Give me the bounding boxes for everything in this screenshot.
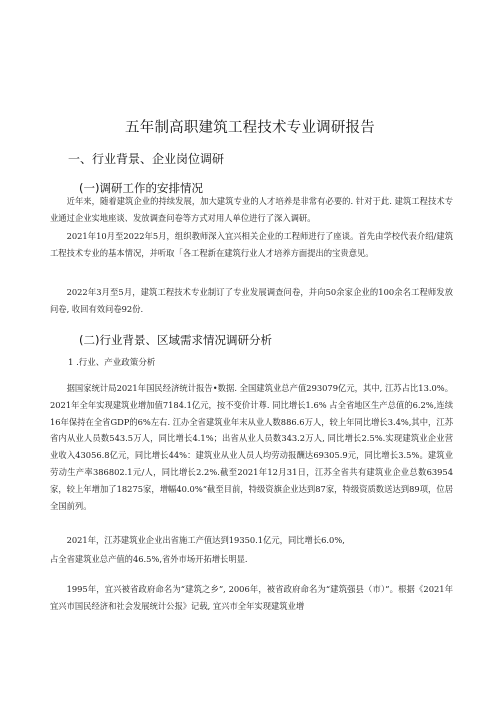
section-heading-industry-background: 一、行业背景、企业岗位调研 [68,152,225,166]
paragraph-statistics: 据国家统计局2021年国民经济统计报告•数据. 全国建筑业总产值293079亿元，其中, 江苏占比13.0%。2021年全年实现建筑业增加值7184.1亿元，按不变价计尊. 同比增长1.6% 占全省地区生产总值的6.2%,连续16年保持在全省GDP的6%左右. 江办全省建筑业年末从业人数886.6万人，较上年同比增长3.4%,其中，江苏省内从业人员数543.5万人，同比增长4.1%；出省从业人员数343.2万人, 同比增长2.5%.实现建筑业企业营业收入43056.8亿元，同比增长44%：建筑业从业人员人均劳动报酬达69305.9元，同比增长3.5%。建筑业劳动生产率386802.1元/人，同比增长2.2%.截至2021年12月31日，江苏全省共有建筑业企业总数63954家，较上年增加了18275家，增幅40.0%“截至目前，特级资旗企业达到87家，特级资质数送达到89项，位居全国前列。 [50,383,453,511]
paragraph-yixing: 1995年，宜兴被省政府命名为“建筑之乡”, 2006年，被省政府命名为“建筑强县（市）”。根据《2021年宜兴市国民经济和社会发展统计公报》记载, 宜兴市全年实现建筑业增 [50,584,453,611]
paragraph-symposium: 2021年10月至2022年5月，组织教师深入宜兴相关企业的工程师进行了座谈。首先由学校代表介绍/建筑工程技术专业的基本情况，并听取「各工程新在建筑行业人才培养方面提出的宝贵意见。 [50,231,453,258]
subsection-heading-arrangement: (一)调研工作的安排情况 [79,181,203,195]
document-title: 五年制高职建筑工程技术专业调研报告 [125,120,375,136]
paragraph-out-of-province-cont: 占全省建筑业总产值的46.5%,省外市场开拓增长明显. [50,554,248,564]
paragraph-questionnaire: 2022年3月至5月，建筑工程技术专业制订了专业发展调查问卷，并向50余家企业的100余名工程师发放问卷, 收回有效问卷92份. [50,287,453,314]
item-heading-policy-analysis: 1 .行业、产业政策分析 [68,358,156,368]
paragraph-intro: 近年来，随着建筑企业的持续发展，加大建筑专业的人才培养是非常有必要的. 针对于此. 建筑工程技术专业通过企业实地座谈、发放调查问卷等方式对用人单位进行了深入调研。 [50,196,453,223]
paragraph-out-of-province: 2021年，江苏建筑业企业出省施工产值达到19350.1亿元，同比增长6.0%, [66,535,345,545]
subsection-heading-regional-demand: (二)行业背景、区域需求情况调研分析 [79,333,272,347]
